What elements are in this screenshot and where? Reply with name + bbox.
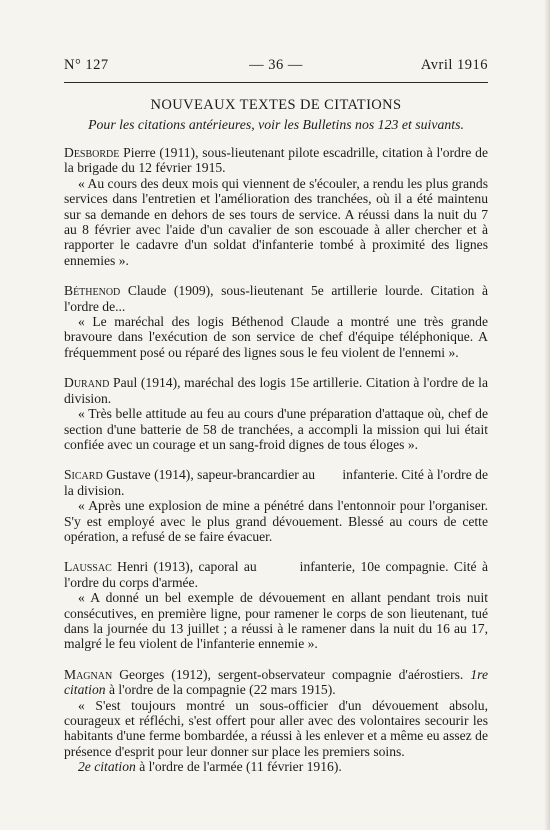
citation-ordinal: 1re (470, 666, 488, 682)
citation-details: Gustave (1914), sapeur-brancardier au infanterie. Cité à l'ordre de la division. (64, 467, 492, 498)
running-header (64, 57, 488, 75)
citation-intro (64, 467, 492, 498)
citation-text: « S'est toujours montré un sous-officier d'un dévouement absolu, courageux et réfléchi, s'est offert pour aller avec des volontaires secourir les habitants d'une ferme bombardée, a réussi à les enlever et a même eu assez de présence d'esprit pour leur donner sur place les premiers soins. (64, 697, 488, 759)
citation-intro (64, 145, 488, 176)
citation-entry (64, 283, 488, 360)
citation-entry (64, 667, 488, 775)
soldier-name: Desborde (64, 145, 120, 160)
citation-details: Pierre (1911), sous-lieutenant pilote escadrille, citation à l'ordre de la brigade du 12 février 1915. (64, 145, 488, 176)
citation-intro (64, 559, 492, 590)
soldier-name: Sicard (64, 467, 103, 483)
citation-intro (64, 375, 488, 406)
citation-intro (64, 667, 488, 698)
citation-label: citation (94, 759, 136, 775)
citation-text: « A donné un bel exemple de dévouement en allant pendant trois nuit consécutives, en première ligne, pour ramener le corps de son lieutenant, tué dans la journée du 13 juillet ; a réussi à le ramener dans la nuit du 16 au 17, malgré le feu violent de l'infanterie ennemie ». (64, 590, 488, 652)
citation-entry (64, 145, 488, 268)
citation-order: à l'ordre de la compagnie (22 mars 1915). (108, 682, 336, 698)
citation-intro (64, 283, 488, 314)
soldier-name: Durand (64, 375, 110, 391)
citation-details: Georges (1912), sergent-observateur compagnie d'aérostiers. (119, 666, 464, 682)
citation-entry (64, 375, 488, 452)
bulletin-number: N° 127 (64, 57, 109, 73)
second-citation (64, 759, 488, 774)
citation-text: « Le maréchal des logis Béthenod Claude a montré une très grande bravoure dans l'exécution de son service de chef d'équipe téléphonique. A fréquemment posé ou réparé des lignes sous le feu violent de l'ennemi ». (64, 314, 488, 360)
page-number: — 36 — (249, 57, 303, 73)
soldier-name: Laussac (64, 559, 112, 575)
citation-text: « Au cours des deux mois qui viennent de s'écouler, a rendu les plus grands services dans l'entretien et l'amélioration des tranchées, où il a été maintenu sur sa demande en dehors de ses tours de service. A réussi dans la nuit du 7 au 8 février avec l'aide d'un cavalier de son escouade à aller chercher et à rapporter le cadavre d'un soldat d'infanterie tombé à proximité des lignes ennemies ». (64, 175, 488, 268)
page-edge (544, 0, 550, 830)
citation-entry (64, 467, 492, 544)
citation-details: Paul (1914), maréchal des logis 15e artillerie. Citation à l'ordre de la division. (64, 375, 488, 406)
soldier-name: Magnan (64, 666, 113, 682)
citation-text: « Très belle attitude au feu au cours d'une préparation d'attaque où, chef de section d'une batterie de 58 de tranchées, a accompli la mission qui lui était confiée avec un courage et un sang-froid dignes de tous éloges ». (64, 406, 488, 452)
citation-order: à l'ordre de l'armée (11 février 1916). (139, 759, 342, 775)
citation-details: Henri (1913), caporal au infanterie, 10e compagnie. Cité à l'ordre du corps d'armée. (64, 559, 492, 590)
citation-entry (64, 559, 492, 652)
citations-body (64, 145, 492, 790)
citation-text: « Après une explosion de mine a pénétré dans l'entonnoir pour l'organiser. S'y est employé avec le plus grand dévouement. Blessé au cours de cette opération, a refusé de se faire évacuer. (64, 498, 488, 544)
header-rule (64, 82, 488, 83)
section-subtitle: Pour les citations antérieures, voir les Bulletins nos 123 et suivants. (88, 117, 464, 132)
issue-date: Avril 1916 (420, 57, 488, 73)
citation-details: Claude (1909), sous-lieutenant 5e artillerie lourde. Citation à l'ordre de... (64, 283, 488, 314)
citation-label: citation (64, 682, 106, 698)
soldier-name: Béthenod (64, 283, 121, 299)
citation-ordinal: 2e (78, 759, 91, 775)
section-title: NOUVEAUX TEXTES DE CITATIONS (150, 97, 402, 113)
